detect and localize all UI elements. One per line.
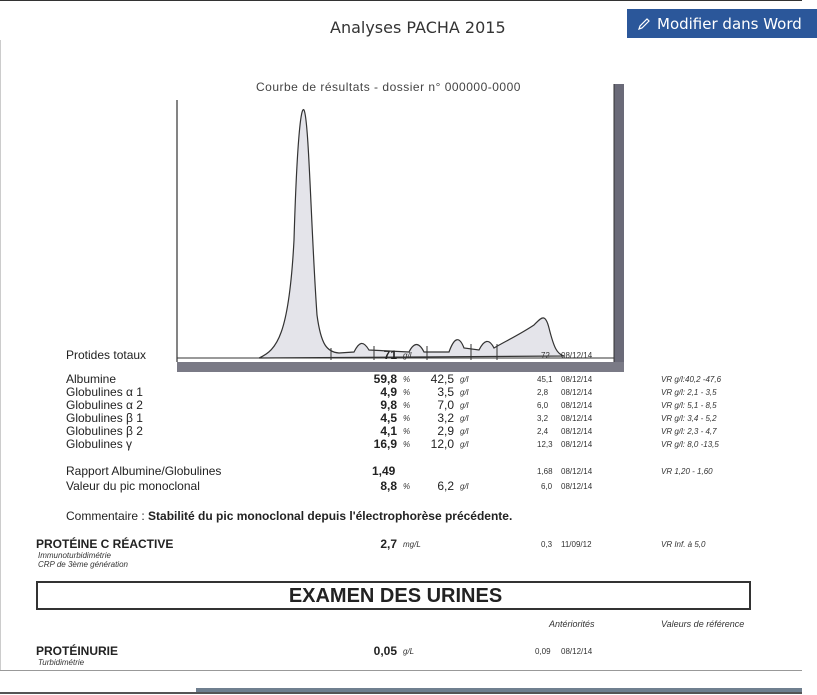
proteinurie-date: 08/12/14 [561, 647, 593, 656]
fraction-percent: 16,9 [373, 437, 397, 451]
pic-label: Valeur du pic monoclonal [66, 479, 200, 493]
fraction-gl-unit: g/l [460, 414, 469, 423]
fraction-percent: 4,5 [380, 411, 397, 425]
fraction-percent: 9,8 [380, 398, 397, 412]
pic-date: 08/12/14 [561, 482, 593, 491]
fraction-percent-unit: % [403, 401, 411, 410]
fraction-reference: VR g/l:40,2 -47,6 [661, 375, 722, 384]
fraction-prev: 12,3 [537, 440, 553, 449]
fraction-gl: 42,5 [430, 372, 454, 386]
electrophoresis-curve [159, 80, 629, 372]
chart-bottom-shadow [177, 362, 624, 372]
col-prev-header: Antériorités [549, 619, 595, 629]
fraction-date: 08/12/14 [561, 388, 593, 397]
fraction-prev: 45,1 [537, 375, 553, 384]
fraction-reference: VR g/l: 2,1 - 3,5 [661, 388, 717, 397]
proteinurie-value: 0,05 [373, 644, 397, 658]
fraction-prev: 6,0 [537, 401, 549, 410]
comment-text: Stabilité du pic monoclonal depuis l'électrophorèse précédente. [148, 509, 513, 523]
fraction-prev: 3,2 [537, 414, 549, 423]
fraction-label: Globulines α 2 [66, 398, 143, 412]
fraction-label: Albumine [66, 372, 117, 386]
fraction-reference: VR g/l: 2,3 - 4,7 [661, 427, 717, 436]
fraction-prev: 2,4 [537, 427, 549, 436]
crp-method: Immunoturbidimétrie [38, 551, 111, 560]
ratio-vr: VR 1,20 - 1,60 [661, 467, 713, 476]
crp-unit: mg/L [403, 540, 421, 549]
ratio-date: 08/12/14 [561, 467, 593, 476]
protides-value: 71 [383, 348, 397, 362]
comment-label: Commentaire : [66, 509, 145, 523]
protides-label: Protides totaux [66, 348, 147, 362]
fraction-prev: 2,8 [537, 388, 549, 397]
crp-value: 2,7 [380, 537, 397, 551]
fraction-gl-unit: g/l [460, 427, 469, 436]
fraction-gl: 3,5 [437, 385, 454, 399]
fraction-percent-unit: % [403, 375, 411, 384]
fraction-gl-unit: g/l [460, 440, 469, 449]
document-title: Analyses PACHA 2015 [330, 18, 506, 37]
urines-section-header [36, 581, 751, 610]
pic-pct: 8,8 [380, 479, 397, 493]
protein-peaks [259, 110, 564, 358]
fraction-label: Globulines β 2 [66, 424, 143, 438]
fraction-reference: VR g/l: 5,1 - 8,5 [661, 401, 717, 410]
fraction-percent-unit: % [403, 414, 411, 423]
fraction-percent-unit: % [403, 440, 411, 449]
ratio-prev: 1,68 [537, 467, 553, 476]
fraction-percent-unit: % [403, 427, 411, 436]
fraction-gl-unit: g/l [460, 375, 469, 384]
fraction-date: 08/12/14 [561, 414, 593, 423]
protides-unit: g/l [403, 351, 412, 360]
fraction-gl: 12,0 [430, 437, 454, 451]
ratio-value: 1,49 [372, 464, 396, 478]
fraction-date: 08/12/14 [561, 440, 593, 449]
fraction-date: 08/12/14 [561, 401, 593, 410]
urines-title: EXAMEN DES URINES [288, 585, 503, 607]
edit-in-word-button[interactable] [627, 9, 817, 38]
fraction-gl: 7,0 [437, 398, 454, 412]
crp-generation: CRP de 3ème génération [38, 560, 128, 569]
proteinurie-method: Turbidimétrie [38, 658, 85, 667]
comment [66, 509, 512, 523]
fraction-reference: VR g/l: 8,0 -13,5 [661, 440, 719, 449]
fraction-label: Globulines β 1 [66, 411, 143, 425]
fraction-percent: 59,8 [373, 372, 397, 386]
fraction-date: 08/12/14 [561, 427, 593, 436]
fraction-label: Globulines α 1 [66, 385, 143, 399]
fraction-label: Globulines γ [66, 437, 133, 451]
chart-caption: Courbe de résultats - dossier n° 000000-0000 [256, 80, 521, 94]
document-page [0, 40, 803, 670]
bottom-edge [0, 692, 802, 694]
crp-prev: 0,3 [541, 540, 553, 549]
proteinurie-label: PROTÉINURIE [36, 644, 119, 658]
title-bar [0, 0, 802, 41]
crp-label: PROTÉINE C RÉACTIVE [36, 537, 174, 551]
fraction-reference: VR g/l: 3,4 - 5,2 [661, 414, 717, 423]
protides-date: 08/12/14 [561, 351, 593, 360]
edit-in-word-label: Modifier dans Word [657, 14, 802, 33]
pencil-icon [637, 17, 651, 31]
fraction-gl-unit: g/l [460, 388, 469, 397]
pic-gl: 6,2 [437, 479, 454, 493]
fraction-percent-unit: % [403, 388, 411, 397]
col-ref-header: Valeurs de référence [661, 619, 745, 629]
fraction-percent: 4,1 [380, 424, 397, 438]
protides-prev: 72 [541, 351, 550, 360]
fraction-gl: 2,9 [437, 424, 454, 438]
pic-prev: 6,0 [541, 482, 553, 491]
proteinurie-prev: 0,09 [535, 647, 551, 656]
ratio-label: Rapport Albumine/Globulines [66, 464, 222, 478]
pic-gl-unit: g/l [460, 482, 469, 491]
fraction-date: 08/12/14 [561, 375, 593, 384]
fraction-percent: 4,9 [380, 385, 397, 399]
crp-vr: VR Inf. à 5,0 [661, 540, 706, 549]
pic-pct-unit: % [403, 482, 411, 491]
crp-date: 11/09/12 [561, 540, 592, 549]
proteinurie-unit: g/L [403, 647, 415, 656]
fraction-gl: 3,2 [437, 411, 454, 425]
fraction-gl-unit: g/l [460, 401, 469, 410]
chart-shadow [614, 84, 624, 372]
